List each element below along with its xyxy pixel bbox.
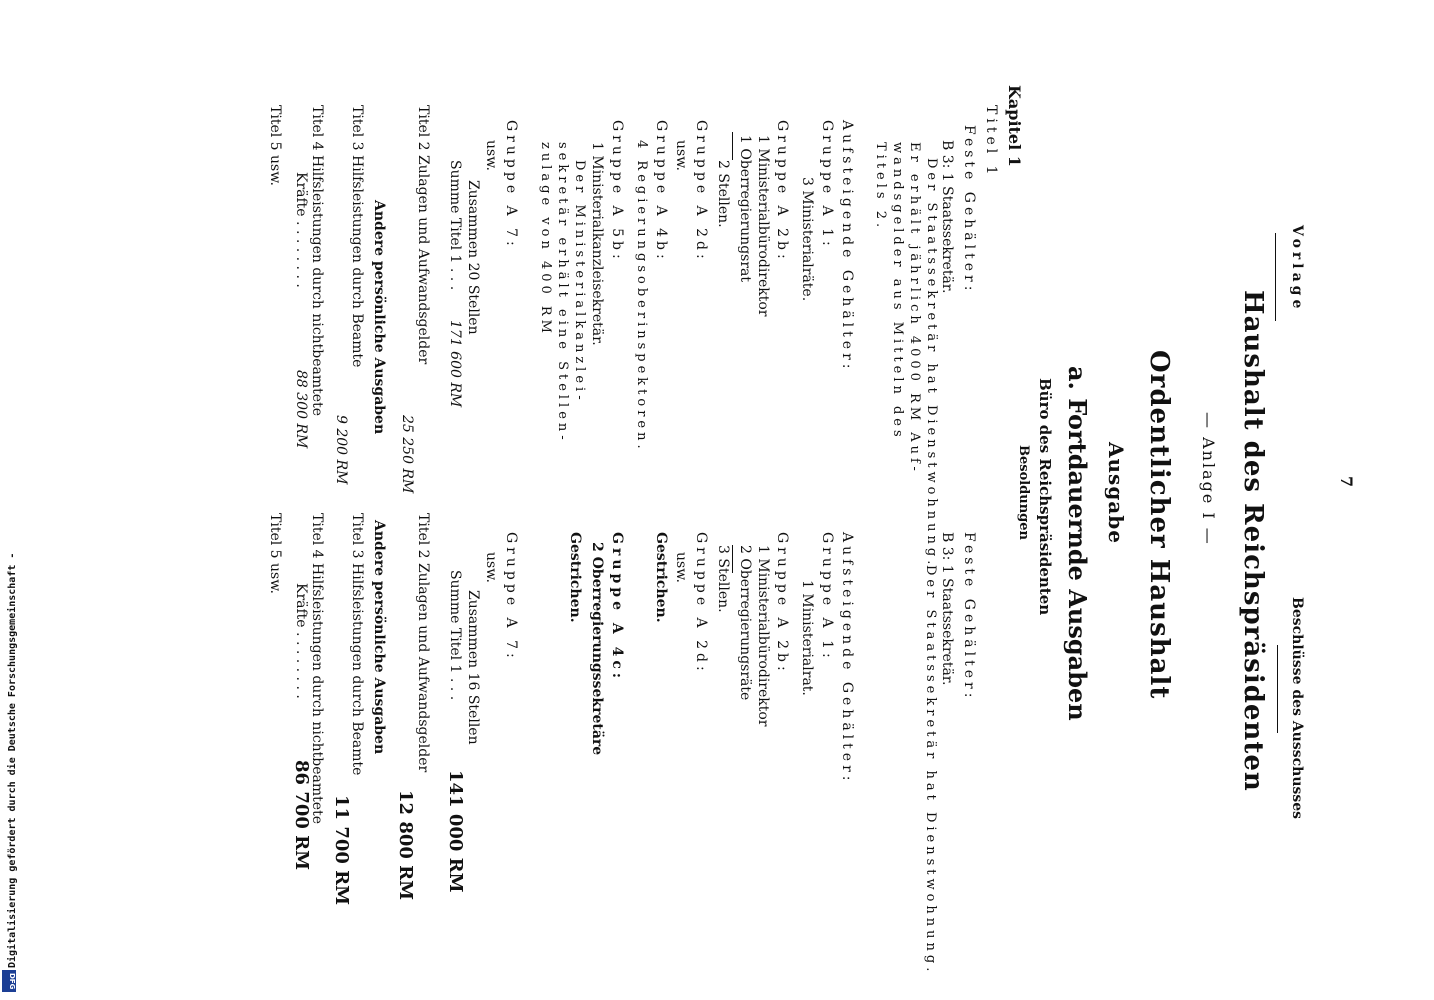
left-a1: Gruppe A 1: bbox=[819, 120, 835, 250]
right-a1-val: 1 Ministerialrat. bbox=[799, 580, 815, 696]
left-note1: Der Staatssekretär hat Dienstwohnung. bbox=[924, 158, 939, 569]
title-ordentlich: Ordentlicher Haushalt bbox=[1144, 350, 1174, 700]
right-titel4-val: 86 700 RM bbox=[291, 760, 312, 871]
title-ausgabe: Ausgabe bbox=[1104, 442, 1128, 544]
right-a1: Gruppe A 1: bbox=[819, 532, 835, 662]
left-zusammen: Zusammen 20 Stellen bbox=[465, 180, 481, 335]
right-summe-label: Summe Titel 1 . . . bbox=[447, 570, 463, 701]
header-rule-left bbox=[1275, 233, 1276, 321]
title-fortdauernd: a. Fortdauernde Ausgaben bbox=[1063, 366, 1092, 721]
left-a2b-1: 1 Ministerialbürodirektor bbox=[755, 135, 771, 317]
right-a2b: Gruppe A 2b: bbox=[774, 532, 790, 675]
left-a5b: Gruppe A 5b: bbox=[609, 120, 625, 263]
left-kapitel: Kapitel 1 bbox=[1005, 85, 1024, 167]
left-a2b-sum: 2 Stellen. bbox=[715, 160, 731, 228]
title-besoldungen: Besoldungen bbox=[1016, 445, 1031, 540]
right-a4c-val: 2 Oberregierungssekretäre bbox=[589, 542, 605, 756]
title-main: Haushalt des Reichspräsidenten bbox=[1238, 290, 1268, 792]
right-summe-val: 141 000 RM bbox=[445, 770, 466, 893]
right-titel3-label: Titel 3 Hilfsleistungen durch Beamte bbox=[349, 513, 365, 776]
right-a2b-rule bbox=[732, 545, 733, 573]
right-gestrichen1: Gestrichen. bbox=[653, 532, 669, 623]
right-a7: Gruppe A 7: bbox=[503, 532, 519, 662]
left-titel5: Titel 5 usw. bbox=[267, 105, 283, 186]
page-number: 7 bbox=[1337, 476, 1356, 488]
right-note1: Der Staatssekretär hat Dienstwohnung. bbox=[923, 565, 938, 976]
left-titel3-label: Titel 3 Hilfsleistungen durch Beamte bbox=[349, 105, 365, 368]
digitization-credit bbox=[8, 0, 22, 1000]
right-andere: Andere persönliche Ausgaben bbox=[371, 520, 387, 755]
left-andere: Andere persönliche Ausgaben bbox=[371, 200, 387, 435]
left-summe-val: 171 600 RM bbox=[447, 320, 463, 408]
left-a5b-val: 1 Ministerialkanzleisekretär. bbox=[589, 142, 605, 346]
header-beschluesse: Beschlüsse des Ausschusses bbox=[1289, 597, 1305, 820]
right-a2b-1: 1 Ministerialbürodirektor bbox=[755, 545, 771, 727]
left-titel1: Titel 1 bbox=[983, 105, 999, 179]
header-vorlage: Vorlage bbox=[1289, 225, 1305, 313]
left-titel4-label2: Kräfte . . . . . . . . bbox=[293, 172, 309, 288]
left-titel4-val: 88 300 RM bbox=[293, 370, 309, 449]
left-a4b-val: 4 Regierungsoberinspektoren. bbox=[634, 140, 649, 453]
right-b3: B 3: 1 Staatssekretär. bbox=[939, 532, 955, 686]
left-a7: Gruppe A 7: bbox=[503, 120, 519, 250]
left-a2b-rule bbox=[732, 132, 733, 160]
left-b3: B 3: 1 Staatssekretär. bbox=[939, 140, 955, 294]
right-a4c: Gruppe A 4c: bbox=[609, 532, 625, 683]
right-gestrichen2: Gestrichen. bbox=[567, 532, 583, 623]
left-feste: Feste Gehälter: bbox=[961, 125, 977, 295]
right-feste: Feste Gehälter: bbox=[961, 532, 977, 702]
left-a5b-n1: Der Ministerialkanzlei- bbox=[572, 160, 587, 404]
left-aufsteigend: Aufsteigende Gehälter: bbox=[839, 120, 855, 373]
right-usw1: usw. bbox=[673, 552, 689, 583]
left-titel3-val: 9 200 RM bbox=[333, 415, 349, 485]
left-titel2-val: 25 250 RM bbox=[399, 415, 415, 494]
left-usw1: usw. bbox=[673, 140, 689, 171]
left-note2: Er erhält jährlich 4000 RM Auf- bbox=[907, 142, 922, 475]
right-a2d: Gruppe A 2d: bbox=[693, 532, 709, 675]
credit-text: Digitalisierung gefördert durch die Deutsche Forschungsgemeinschaft - bbox=[7, 552, 18, 968]
right-aufsteigend: Aufsteigende Gehälter: bbox=[839, 532, 855, 785]
right-titel2-val: 12 800 RM bbox=[395, 790, 416, 901]
left-titel2-label: Titel 2 Zulagen und Aufwandsgelder bbox=[415, 105, 431, 365]
left-a4b: Gruppe A 4b: bbox=[653, 120, 669, 263]
left-note3: wandsgelder aus Mitteln des bbox=[890, 142, 905, 441]
left-note4: Titels 2. bbox=[873, 142, 888, 232]
header-rule-right bbox=[1277, 645, 1278, 733]
right-a2b-2: 2 Oberregierungsräte bbox=[737, 545, 753, 701]
left-a5b-n2: sekretär erhält eine Stellen- bbox=[555, 142, 570, 444]
left-titel4-label: Titel 4 Hilfsleistungen durch nichtbeamtete bbox=[309, 105, 325, 416]
dfg-logo-icon: DFG bbox=[2, 970, 16, 992]
left-a5b-n3: zulage von 400 RM bbox=[538, 142, 553, 337]
right-titel5: Titel 5 usw. bbox=[267, 513, 283, 594]
right-titel3-val: 11 700 RM bbox=[331, 795, 352, 906]
left-a2b-2: 1 Oberregierungsrat bbox=[737, 135, 753, 283]
right-a2b-sum: 3 Stellen. bbox=[715, 545, 731, 613]
right-zusammen: Zusammen 16 Stellen bbox=[465, 590, 481, 745]
left-summe-label: Summe Titel 1 . . . bbox=[447, 160, 463, 291]
right-titel2-label: Titel 2 Zulagen und Aufwandsgelder bbox=[415, 513, 431, 773]
right-usw2: usw. bbox=[483, 552, 499, 583]
title-buero: Büro des Reichspräsidenten bbox=[1036, 378, 1054, 616]
left-a2d: Gruppe A 2d: bbox=[693, 120, 709, 263]
left-a1-val: 3 Ministerialräte. bbox=[799, 177, 815, 302]
left-a2b: Gruppe A 2b: bbox=[774, 120, 790, 263]
title-anlage: — Anlage I — bbox=[1199, 412, 1218, 546]
right-titel4-label: Titel 4 Hilfsleistungen durch nichtbeamtete bbox=[309, 513, 325, 824]
left-usw2: usw. bbox=[483, 140, 499, 171]
right-titel4-label2: Kräfte . . . . . . . . bbox=[293, 583, 309, 699]
